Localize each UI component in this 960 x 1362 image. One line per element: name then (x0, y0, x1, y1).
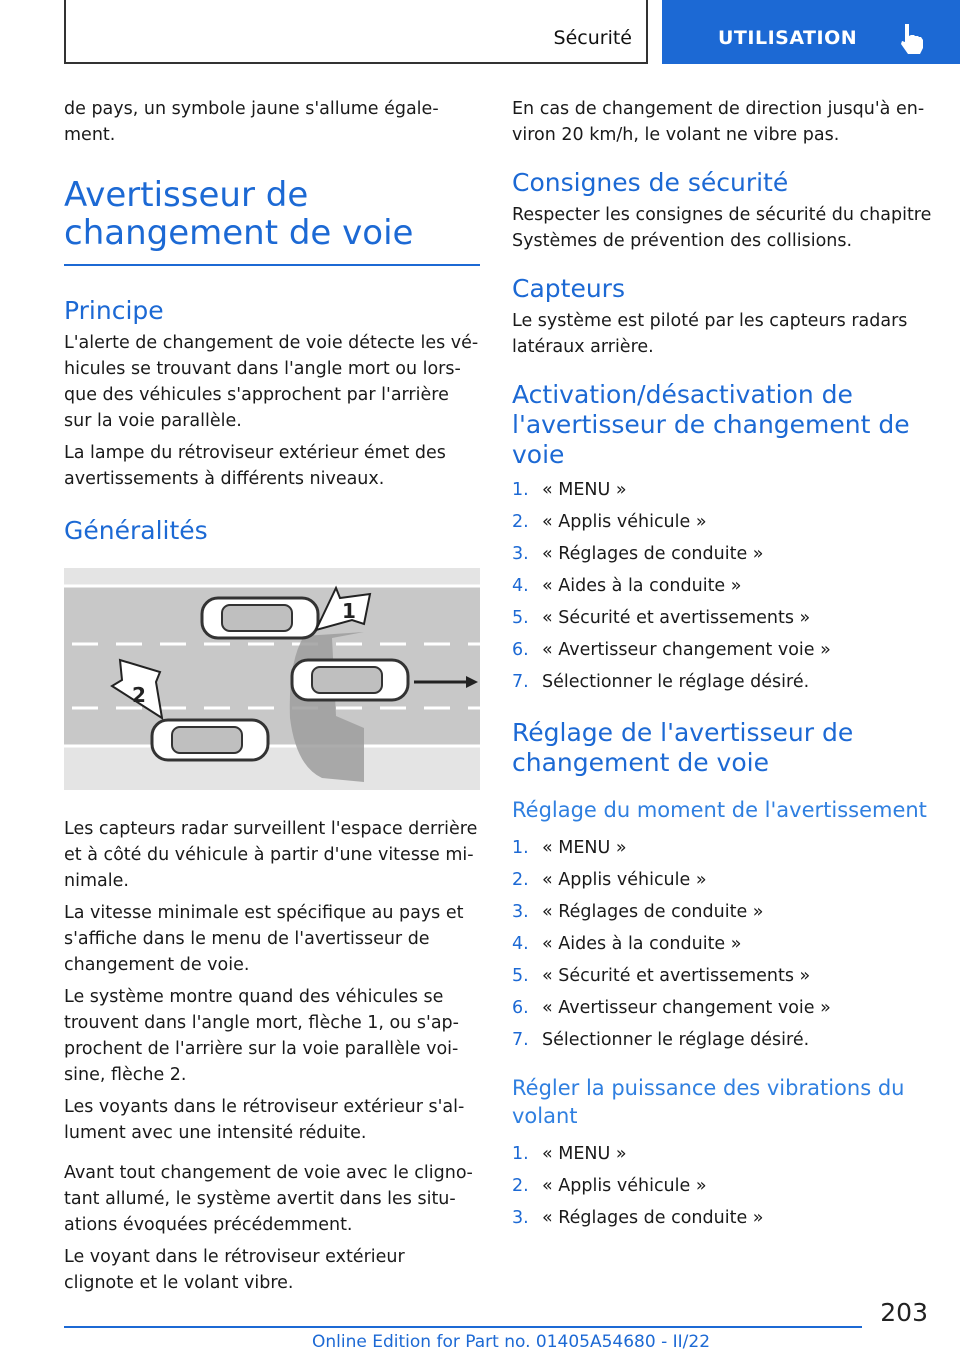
list-item-text: « Sécurité et avertissements » (542, 608, 811, 628)
list-item (512, 928, 932, 960)
principe-heading: Principe (64, 296, 164, 325)
list-item (512, 506, 932, 538)
car-upper-left (202, 598, 318, 638)
reglage-heading: Réglage de l'avertisseur de changement de voie (512, 718, 854, 777)
list-item (512, 992, 932, 1024)
list-item-number: 6. (512, 998, 529, 1018)
generalites-paragraph-4: Les voyants dans le rétroviseur extérieur s'allument avec une intensité réduite. (64, 1097, 465, 1143)
list-item (512, 1170, 932, 1202)
list-item-number: 3. (512, 1208, 529, 1228)
left-column (64, 96, 480, 1302)
right-column (512, 96, 932, 1234)
header-chapter-title: UTILISATION (718, 27, 858, 49)
list-item (512, 570, 932, 602)
list-item-text: « Applis véhicule » (542, 870, 707, 890)
list-item (512, 1202, 932, 1234)
list-item (512, 832, 932, 864)
list-item-number: 2. (512, 1176, 529, 1196)
activation-steps-list (512, 474, 932, 698)
list-item-number: 1. (512, 480, 529, 500)
list-item-number: 4. (512, 934, 529, 954)
list-item (512, 960, 932, 992)
list-item (512, 634, 932, 666)
generalites-paragraph-2: La vitesse minimale est spécifique au pays et s'affiche dans le menu de l'avertisseur de changement de voie. (64, 903, 464, 975)
car-lower-left (152, 720, 268, 760)
list-item-number: 3. (512, 902, 529, 922)
consignes-paragraph: Respecter les consignes de sécurité du chapitre Systèmes de prévention des collisions. (512, 205, 932, 251)
consignes-heading: Consignes de sécurité (512, 168, 789, 197)
generalites-heading: Généralités (64, 516, 208, 545)
list-item-number: 2. (512, 512, 529, 532)
activation-heading: Activation/désactivation de l'avertisseur de changement de voie (512, 380, 910, 469)
generalites-paragraph-5: Avant tout changement de voie avec le clignotant allumé, le système avertit dans les situations évoquées précédemment. (64, 1163, 473, 1235)
header-section-title: Sécurité (553, 27, 632, 49)
list-item (512, 538, 932, 570)
list-item (512, 1024, 932, 1056)
car-right-middle (292, 660, 408, 700)
list-item-number: 4. (512, 576, 529, 596)
page-number: 203 (880, 1298, 928, 1327)
generalites-paragraph-1: Les capteurs radar surveillent l'espace derrière et à côté du véhicule à partir d'une vitesse minimale. (64, 819, 478, 891)
footer-edition: Online Edition for Part no. 01405A54680 - II/22 (312, 1332, 711, 1352)
arrow-label-1: 1 (342, 599, 356, 623)
left-intro-paragraph: de pays, un symbole jaune s'allume également. (64, 99, 439, 145)
list-item-text: « Réglages de conduite » (542, 544, 764, 564)
list-item-text: « Avertisseur changement voie » (542, 640, 831, 660)
list-item-number: 2. (512, 870, 529, 890)
list-item-text: « MENU » (542, 1144, 627, 1164)
capteurs-heading: Capteurs (512, 274, 625, 303)
list-item-text: Sélectionner le réglage désiré. (542, 672, 810, 692)
list-item-text: « Réglages de conduite » (542, 902, 764, 922)
generalites-paragraph-6: Le voyant dans le rétroviseur extérieur clignote et le volant vibre. (64, 1247, 405, 1293)
list-item-number: 5. (512, 966, 529, 986)
header-section-box (64, 0, 648, 64)
generalites-paragraph-3: Le système montre quand des véhicules se trouvent dans l'angle mort, flèche 1, ou s'approchent de l'arrière sur la voie parallèle voisine, flèche 2. (64, 987, 459, 1085)
vibrations-steps-list (512, 1138, 932, 1234)
list-item (512, 896, 932, 928)
moment-steps-list (512, 832, 932, 1056)
list-item-number: 7. (512, 672, 529, 692)
list-item-number: 3. (512, 544, 529, 564)
list-item (512, 864, 932, 896)
list-item-number: 7. (512, 1030, 529, 1050)
list-item (512, 666, 932, 698)
list-item-text: « Aides à la conduite » (542, 934, 742, 954)
list-item-text: « Sécurité et avertissements » (542, 966, 811, 986)
list-item (512, 474, 932, 506)
page-title: Avertisseur de changement de voie (64, 176, 480, 266)
principe-paragraph-2: La lampe du rétroviseur extérieur émet des avertissements à différents niveaux. (64, 443, 446, 489)
list-item-number: 1. (512, 838, 529, 858)
capteurs-paragraph: Le système est piloté par les capteurs radars latéraux arrière. (512, 311, 908, 357)
principe-paragraph-1: L'alerte de changement de voie détecte les véhicules se trouvant dans l'angle mort ou lorsque des véhicules s'approchent par l'arrière sur la voie parallèle. (64, 333, 479, 431)
list-item-text: « Aides à la conduite » (542, 576, 742, 596)
right-intro-paragraph: En cas de changement de direction jusqu'à environ 20 km/h, le volant ne vibre pas. (512, 99, 925, 145)
list-item-number: 1. (512, 1144, 529, 1164)
list-item-text: « Avertisseur changement voie » (542, 998, 831, 1018)
list-item (512, 1138, 932, 1170)
list-item-number: 6. (512, 640, 529, 660)
header-chapter-tab (662, 0, 960, 64)
list-item-number: 5. (512, 608, 529, 628)
moment-heading: Réglage du moment de l'avertissement (512, 798, 927, 822)
blind-spot-illustration (64, 568, 480, 790)
pointing-hand-icon (896, 22, 926, 56)
footer-rule (64, 1326, 862, 1328)
list-item-text: « MENU » (542, 838, 627, 858)
list-item-text: « MENU » (542, 480, 627, 500)
vibrations-heading: Régler la puissance des vibrations du volant (512, 1076, 905, 1128)
list-item-text: Sélectionner le réglage désiré. (542, 1030, 810, 1050)
list-item (512, 602, 932, 634)
list-item-text: « Réglages de conduite » (542, 1208, 764, 1228)
list-item-text: « Applis véhicule » (542, 512, 707, 532)
list-item-text: « Applis véhicule » (542, 1176, 707, 1196)
arrow-label-2: 2 (132, 683, 146, 707)
